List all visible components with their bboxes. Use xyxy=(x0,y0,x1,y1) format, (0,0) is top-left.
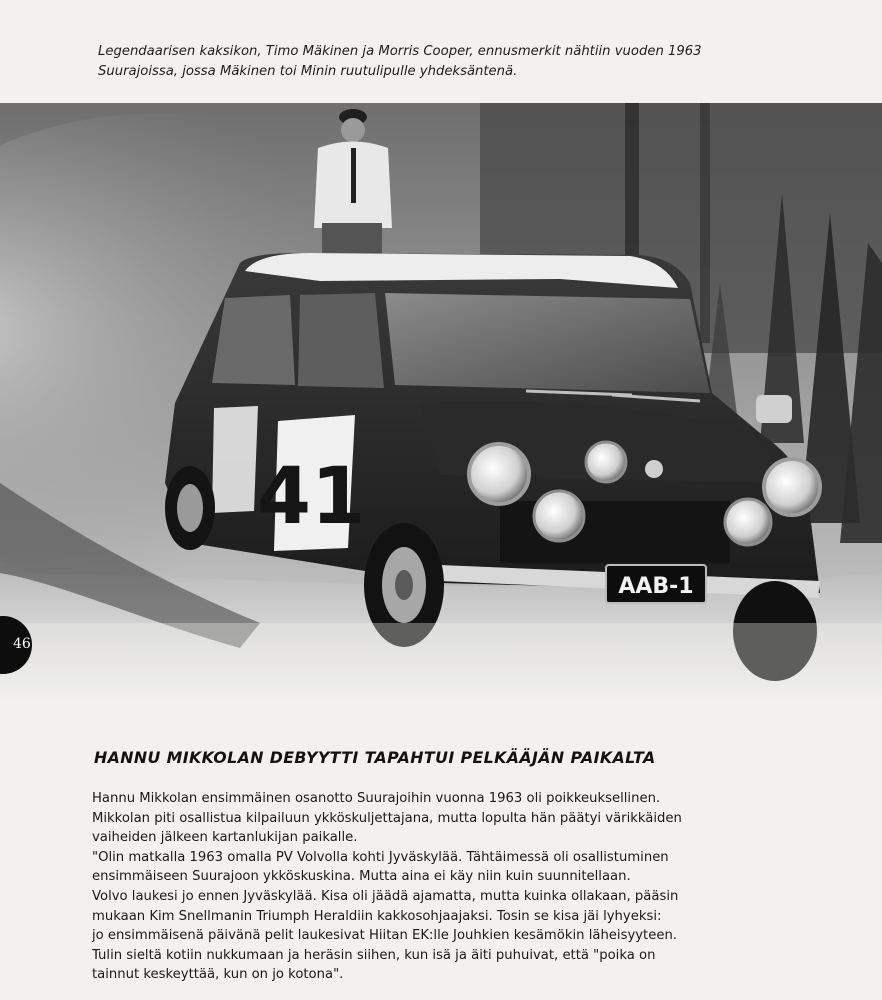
article-heading: HANNU MIKKOLAN DEBYYTTI TAPAHTUI PELKÄÄJÄN PAIKALTA xyxy=(94,748,656,767)
body-line: Volvo laukesi jo ennen Jyväskylää. Kisa oli jäädä ajamatta, mutta kuinka ollakaan, pääsin xyxy=(92,888,679,904)
license-plate xyxy=(606,565,706,603)
side-mirror xyxy=(756,395,792,423)
body-line: Mikkolan piti osallistua kilpailuun ykköskuljettajana, mutta lopulta hän päätyi värikkäiden xyxy=(92,810,682,826)
door-number: 41 xyxy=(256,452,366,542)
spotlight-top xyxy=(586,442,626,482)
body-line: mukaan Kim Snellmanin Triumph Heraldiin kakkosohjaajaksi. Tosin se kisa jäi lyhyeksi: xyxy=(92,908,662,924)
body-line: Tulin sieltä kotiin nukkumaan ja heräsin siihen, kun isä ja äiti puhuivat, että "poika on xyxy=(92,947,656,963)
article-body xyxy=(92,789,692,985)
page-number: 46 xyxy=(13,636,31,652)
spotlight-right xyxy=(725,499,771,545)
caption-line: Suurajoissa, jossa Mäkinen toi Minin ruutulipulle yhdeksäntenä. xyxy=(98,64,518,79)
body-line: ensimmäiseen Suurajoon ykköskuskina. Mutta aina ei käy niin kuin suunnitellaan. xyxy=(92,869,631,885)
caption-line: Legendaarisen kaksikon, Timo Mäkinen ja Morris Cooper, ennusmerkit nähtiin vuoden 1963 xyxy=(98,44,702,59)
photo-caption xyxy=(98,42,798,82)
grille-badge xyxy=(645,460,663,478)
windshield xyxy=(385,293,710,393)
body-line: "Olin matkalla 1963 omalla PV Volvolla kohti Jyväskylää. Tähtäimessä oli osallistuminen xyxy=(92,849,669,865)
headlight-left xyxy=(469,444,529,504)
body-line: vaiheiden jälkeen kartanlukijan paikalle. xyxy=(92,830,358,846)
body-line: Hannu Mikkolan ensimmäinen osanotto Suurajoihin vuonna 1963 oli poikkeuksellinen. xyxy=(92,791,661,806)
spotlight-left xyxy=(534,491,584,541)
body-line: jo ensimmäisenä päivänä pelit laukesivat Hiitan EK:lle Jouhkien kesämökin läheisyyteen. xyxy=(92,928,678,944)
headlight-right xyxy=(764,459,820,515)
plate-text: AAB-1 xyxy=(618,574,694,599)
body-line: tainnut keskeyttää, kun on jo kotona". xyxy=(92,967,344,983)
rally-car-photo xyxy=(0,103,882,703)
